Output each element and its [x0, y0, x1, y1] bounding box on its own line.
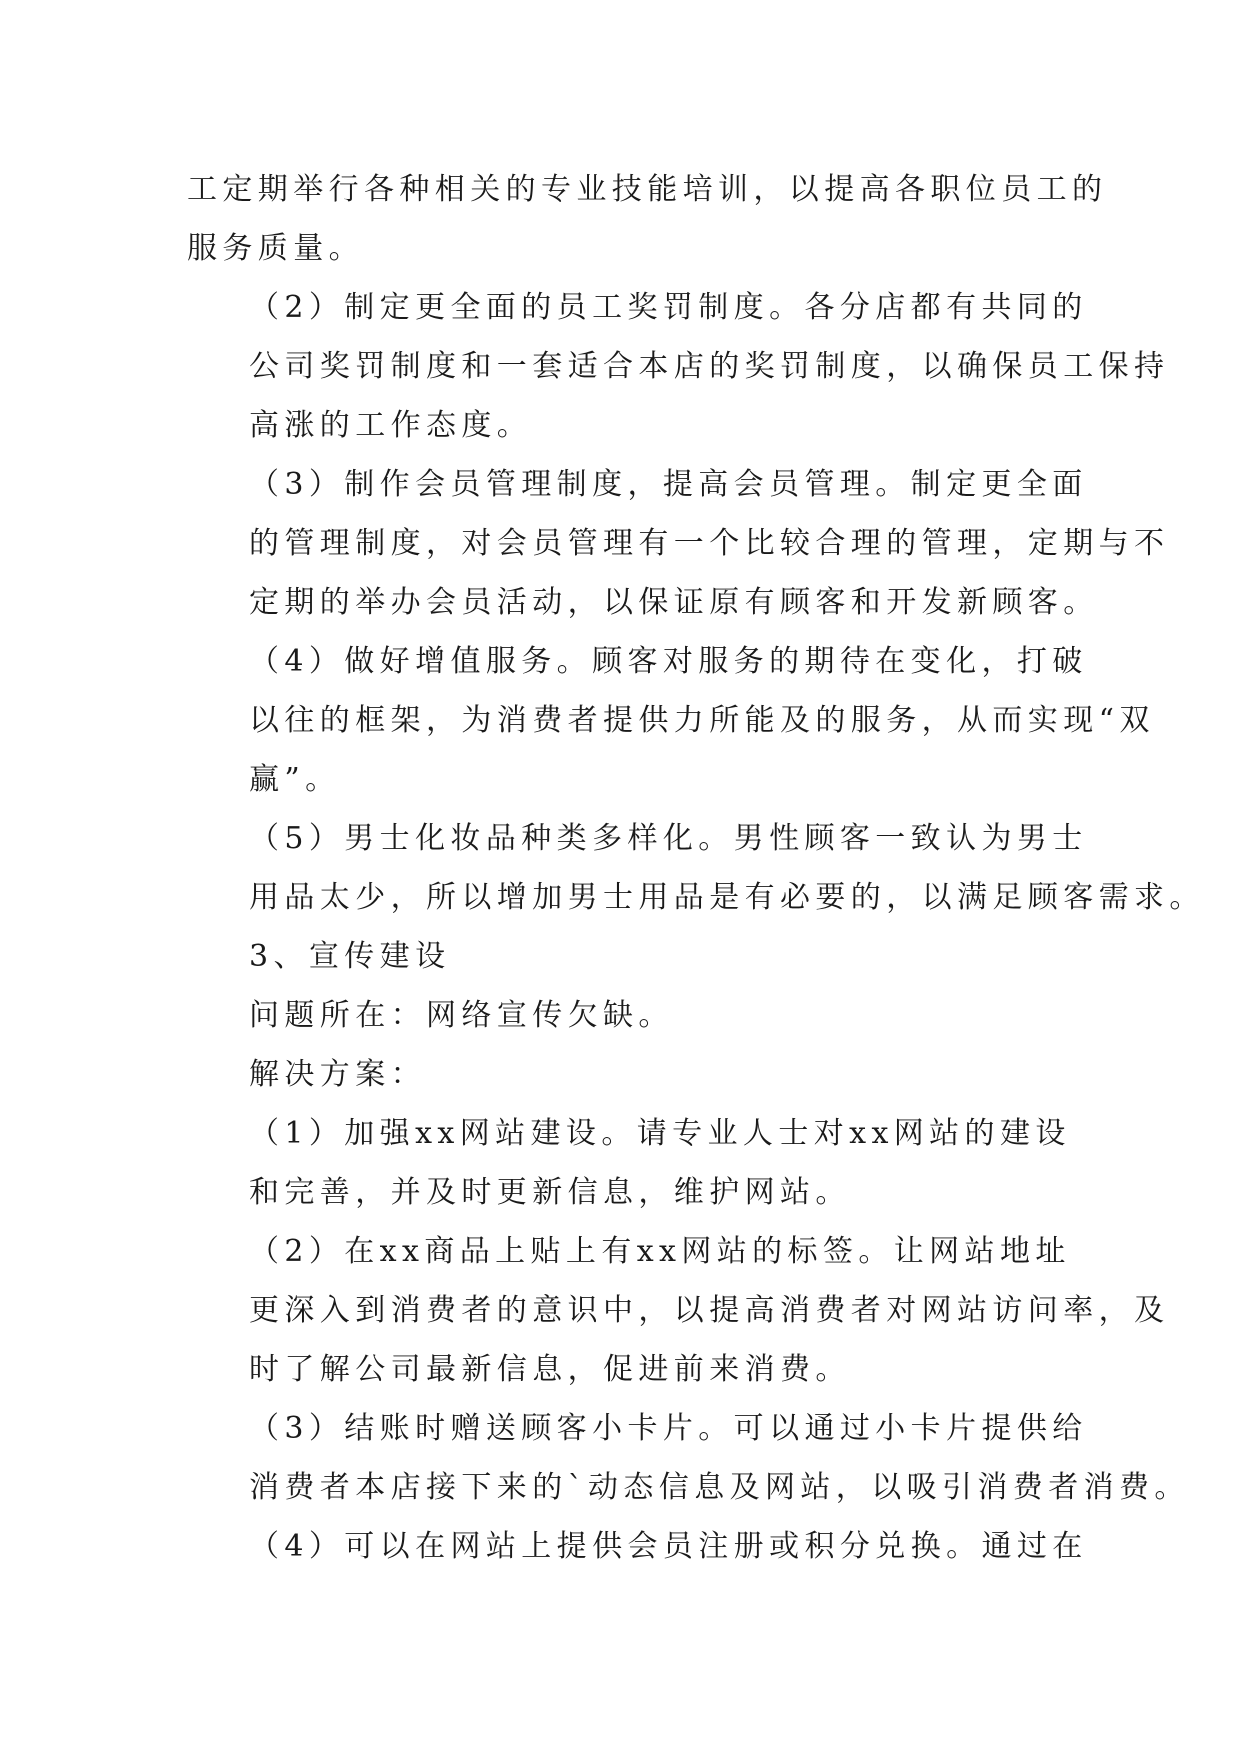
paragraph-product-labels — [187, 1222, 1170, 1399]
text-line: 问题所在：网络宣传欠缺。 — [249, 998, 674, 1033]
text-line: 解决方案： — [249, 1057, 426, 1092]
paragraph-member-registration — [187, 1517, 1088, 1576]
paragraph-mens-cosmetics — [187, 809, 1205, 927]
text-line: 时了解公司最新信息，促进前来消费。 — [249, 1352, 851, 1387]
text-line: 赢”。 — [249, 762, 341, 797]
text-line: 和完善，并及时更新信息，维护网站。 — [249, 1175, 851, 1210]
text-line: 公司奖罚制度和一套适合本店的奖罚制度，以确保员工保持 — [249, 349, 1170, 384]
paragraph-member-management — [187, 455, 1170, 632]
text-line: 高涨的工作态度。 — [249, 408, 533, 443]
section-heading-promotion — [187, 927, 1059, 986]
text-line: 服务质量。 — [187, 231, 364, 266]
text-line: 3、宣传建设 — [249, 939, 451, 974]
paragraph-website-construction — [187, 1104, 1071, 1222]
text-line: （1）加强xx网站建设。请专业人士对xx网站的建设 — [249, 1116, 1071, 1151]
paragraph-solution-label — [187, 1045, 1059, 1104]
text-line: 的管理制度，对会员管理有一个比较合理的管理，定期与不 — [249, 526, 1170, 561]
text-line: 消费者本店接下来的`动态信息及网站，以吸引消费者消费。 — [249, 1470, 1190, 1505]
text-line: （2）制定更全面的员工奖罚制度。各分店都有共同的 — [249, 290, 1088, 325]
text-line: 定期的举办会员活动，以保证原有顾客和开发新顾客。 — [249, 585, 1099, 620]
text-line: （4）可以在网站上提供会员注册或积分兑换。通过在 — [249, 1529, 1088, 1564]
paragraph-problem — [187, 986, 1059, 1045]
paragraph-reward-penalty — [187, 278, 1170, 455]
text-line: 以往的框架，为消费者提供力所能及的服务，从而实现“双 — [249, 703, 1155, 738]
paragraph-value-added-service — [187, 632, 1155, 809]
text-line: 工定期举行各种相关的专业技能培训，以提高各职位员工的 — [187, 172, 1108, 207]
text-line: （3）制作会员管理制度，提高会员管理。制定更全面 — [249, 467, 1088, 502]
paragraph-cards — [187, 1399, 1190, 1517]
text-line: （4）做好增值服务。顾客对服务的期待在变化，打破 — [249, 644, 1088, 679]
text-line: 用品太少，所以增加男士用品是有必要的，以满足顾客需求。 — [249, 880, 1205, 915]
paragraph-training-continued — [187, 160, 1108, 278]
text-line: （5）男士化妆品种类多样化。男性顾客一致认为男士 — [249, 821, 1088, 856]
text-line: 更深入到消费者的意识中，以提高消费者对网站访问率，及 — [249, 1293, 1170, 1328]
text-line: （2）在xx商品上贴上有xx网站的标签。让网站地址 — [249, 1234, 1071, 1269]
document-body — [187, 160, 1205, 1576]
text-line: （3）结账时赠送顾客小卡片。可以通过小卡片提供给 — [249, 1411, 1088, 1446]
